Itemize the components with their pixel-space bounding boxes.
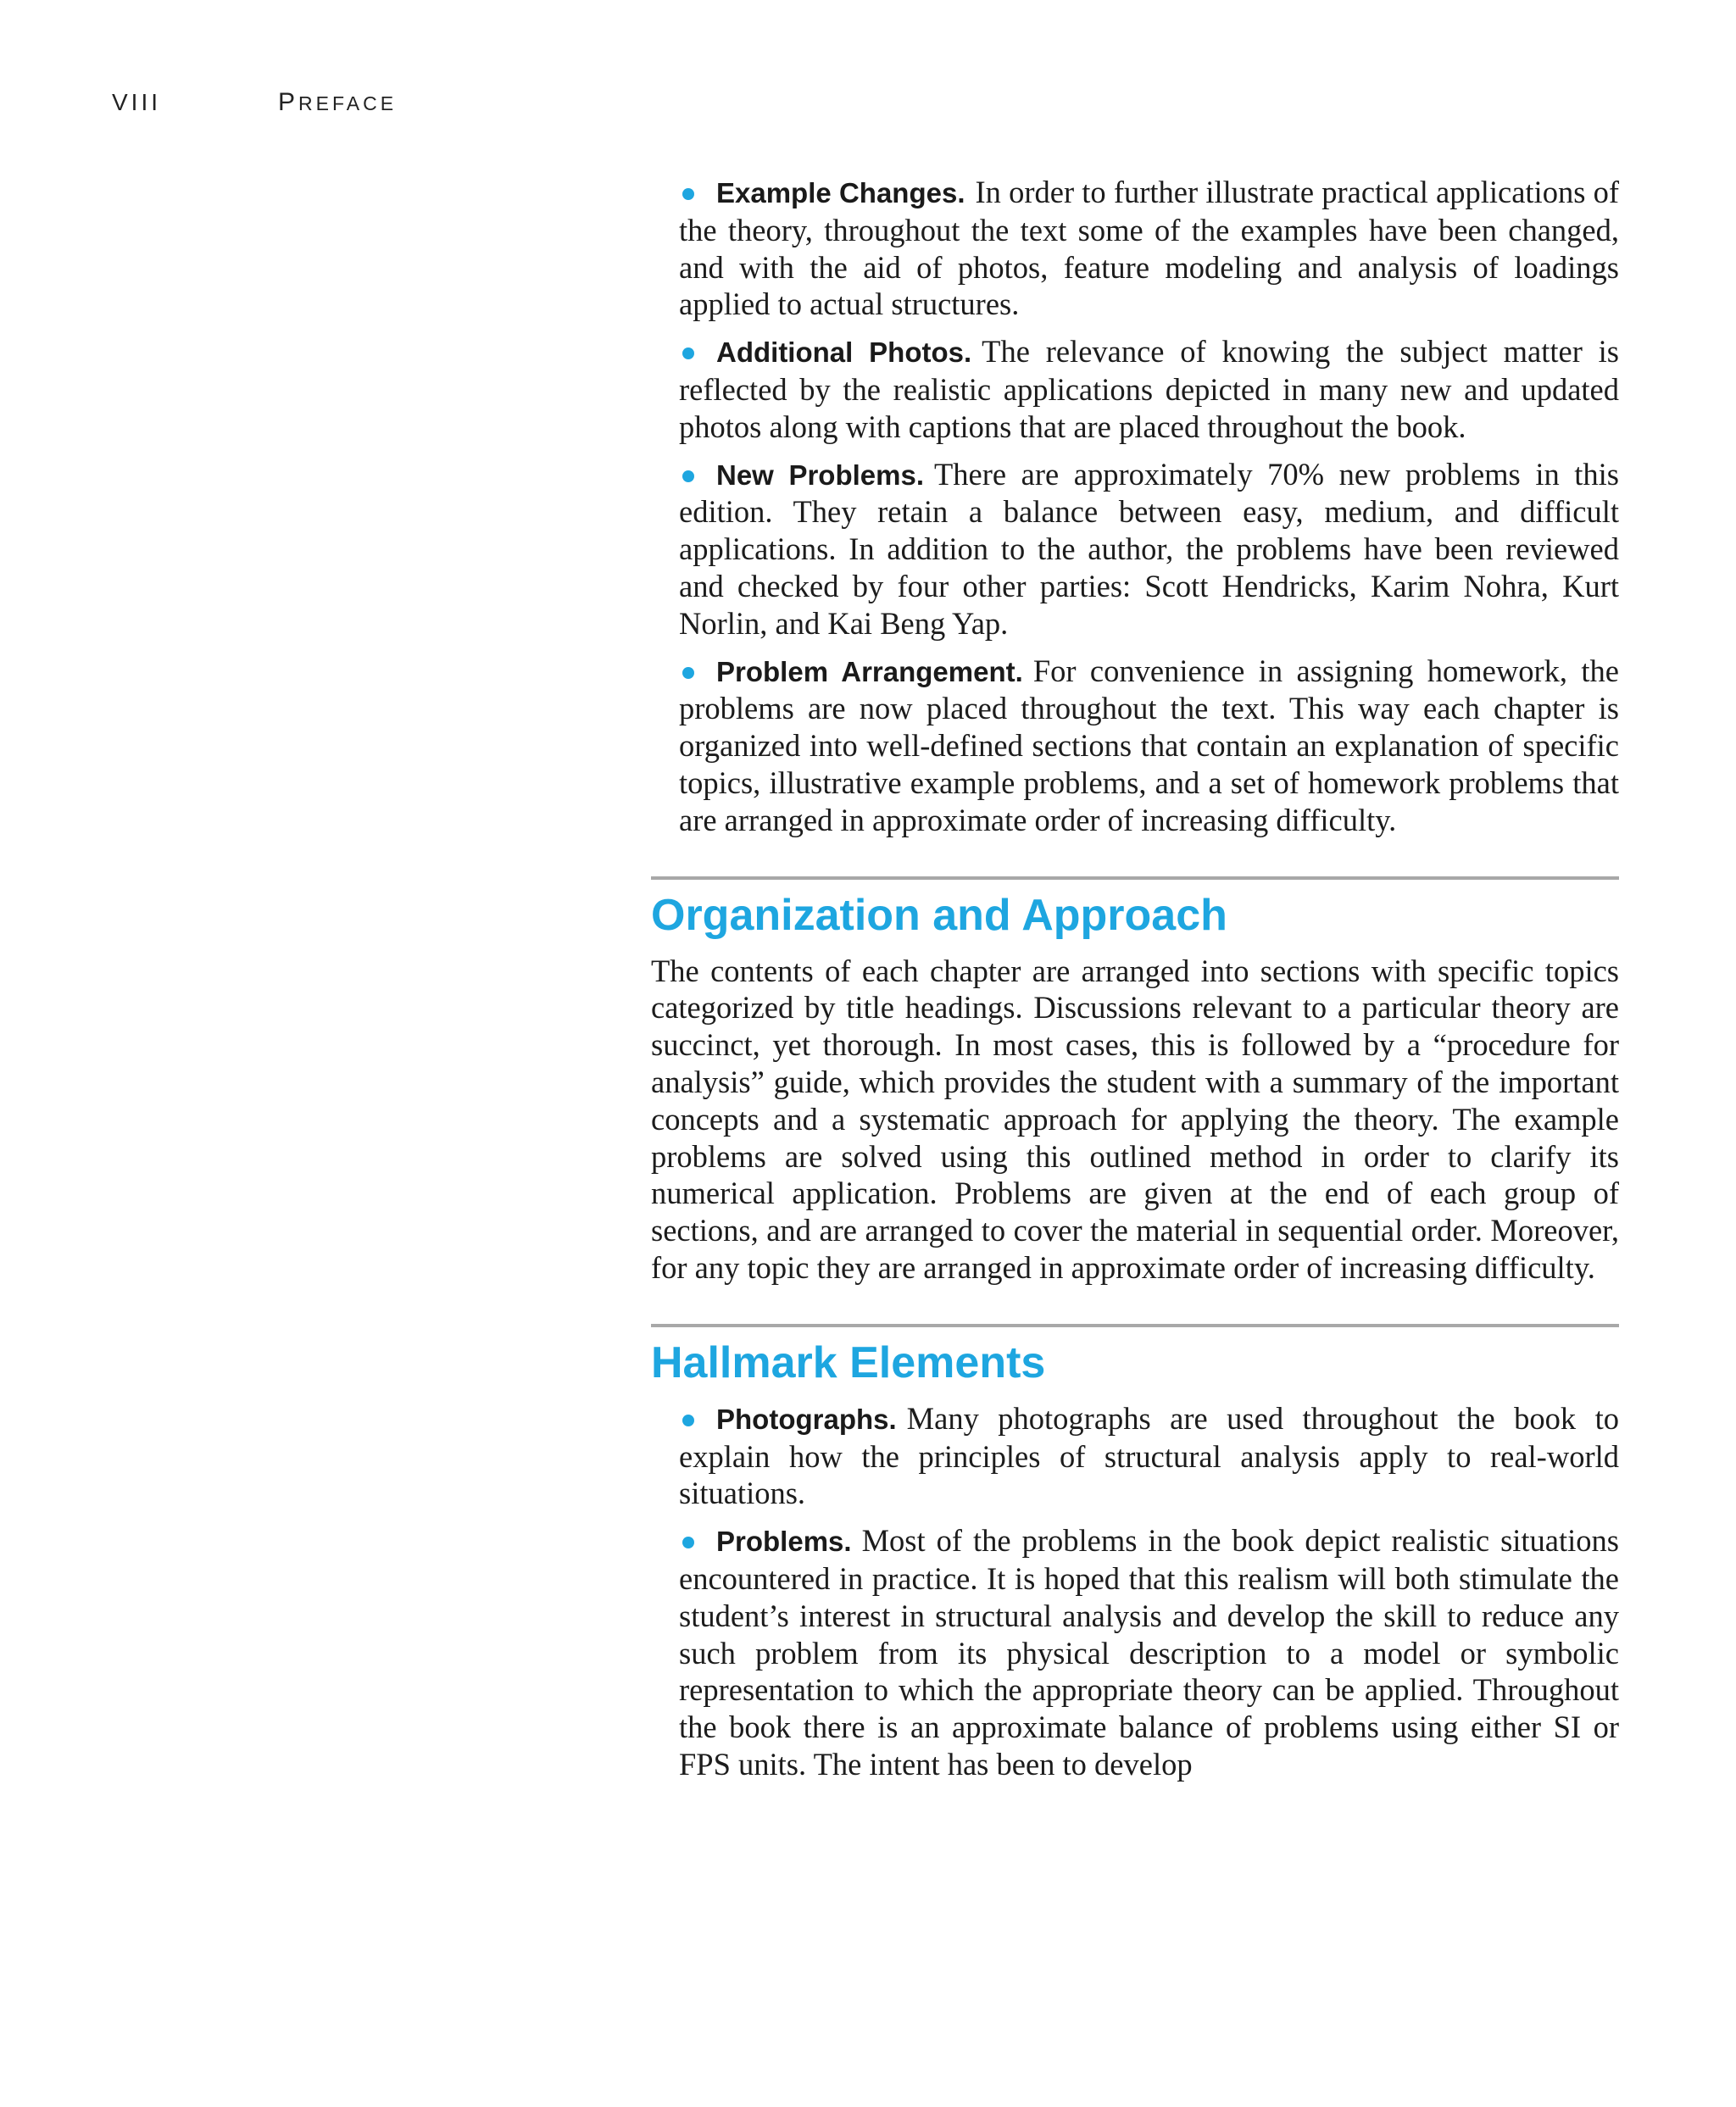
item-heading: Photographs. — [716, 1403, 897, 1435]
section-divider — [651, 876, 1619, 880]
running-title — [278, 88, 397, 117]
running-title-initial: P — [278, 88, 299, 116]
item-text: In order to further illustrate practical applications of the theory, throughout the text some of the examples have been changed, and with the aid of photos, feature modeling and analysis of loadings applied to actual structures. — [679, 175, 1619, 322]
item-heading: Problems. — [716, 1526, 852, 1558]
hallmark-list — [651, 1400, 1619, 1783]
section-divider — [651, 1324, 1619, 1327]
bullet-icon — [682, 470, 694, 482]
running-title-rest: REFACE — [298, 92, 398, 114]
item-heading: Example Changes. — [716, 177, 965, 208]
item-text: The relevance of knowing the subject matter is reflected by the realistic applications depicted in many new and updated photos along with captions that are placed throughout the book. — [679, 334, 1619, 444]
bullet-icon — [682, 1537, 694, 1548]
item-text: Many photographs are used throughout the book to explain how the principles of structural analysis apply to real-world situations. — [679, 1400, 1619, 1511]
list-item — [651, 653, 1619, 839]
list-item — [651, 456, 1619, 642]
section-heading: Organization and Approach — [651, 890, 1227, 940]
page-number: VIII — [112, 89, 162, 115]
list-item — [651, 174, 1619, 323]
running-head — [112, 88, 397, 117]
section-heading: Hallmark Elements — [651, 1337, 1046, 1387]
list-item — [651, 1522, 1619, 1783]
item-heading: New Problems. — [716, 459, 924, 491]
item-heading: Problem Arrangement. — [716, 655, 1023, 687]
item-text: Most of the problems in the book depict realistic situations encountered in practice. It is hoped that this realism will both stimulate the student’s interest in structural analysis and develop the skill to reduce any such problem from its physical description to a model or symbolic representation to which the appropriate theory can be applied. Throughout the book there is an approximate balance of problems using either SI or FPS units. The intent has been to develop — [679, 1523, 1619, 1782]
list-item — [651, 1400, 1619, 1512]
list-item — [651, 333, 1619, 445]
bullet-icon — [682, 347, 694, 359]
bullet-icon — [682, 188, 694, 200]
bullet-icon — [682, 667, 694, 679]
feature-list — [651, 174, 1619, 839]
section-body: The contents of each chapter are arranged into sections with specific topics categorized by title headings. Discussions relevant to a particular theory are succinct, yet thorough. In most cases, this is followed by a “procedure for analysis” guide, which provides the student with a summary of the important concepts and a systematic approach for applying the theory. The example problems are solved using this outlined method in order to clarify its numerical application. Problems are given at the end of each group of sections, and are arranged to cover the material in sequential order. Moreover, for any topic they are arranged in approximate order of increasing difficulty. — [651, 953, 1619, 1285]
item-heading: Additional Photos. — [716, 336, 972, 369]
bullet-icon — [682, 1415, 694, 1426]
main-column — [651, 174, 1619, 1793]
item-text: For convenience in assigning homework, the problems are now placed throughout the text. This way each chapter is organized into well-defined sections that contain an explanation of specific topics, illustrative example problems, and a set of homework problems that are arranged in approximate order of increasing difficulty. — [679, 653, 1620, 837]
item-text: There are approximately 70% new problems in this edition. They retain a balance between easy, medium, and difficult applications. In addition to the author, the problems have been reviewed and checked by four other parties: Scott Hendricks, Karim Nohra, Kurt Norlin, and Kai Beng Yap. — [679, 456, 1619, 641]
